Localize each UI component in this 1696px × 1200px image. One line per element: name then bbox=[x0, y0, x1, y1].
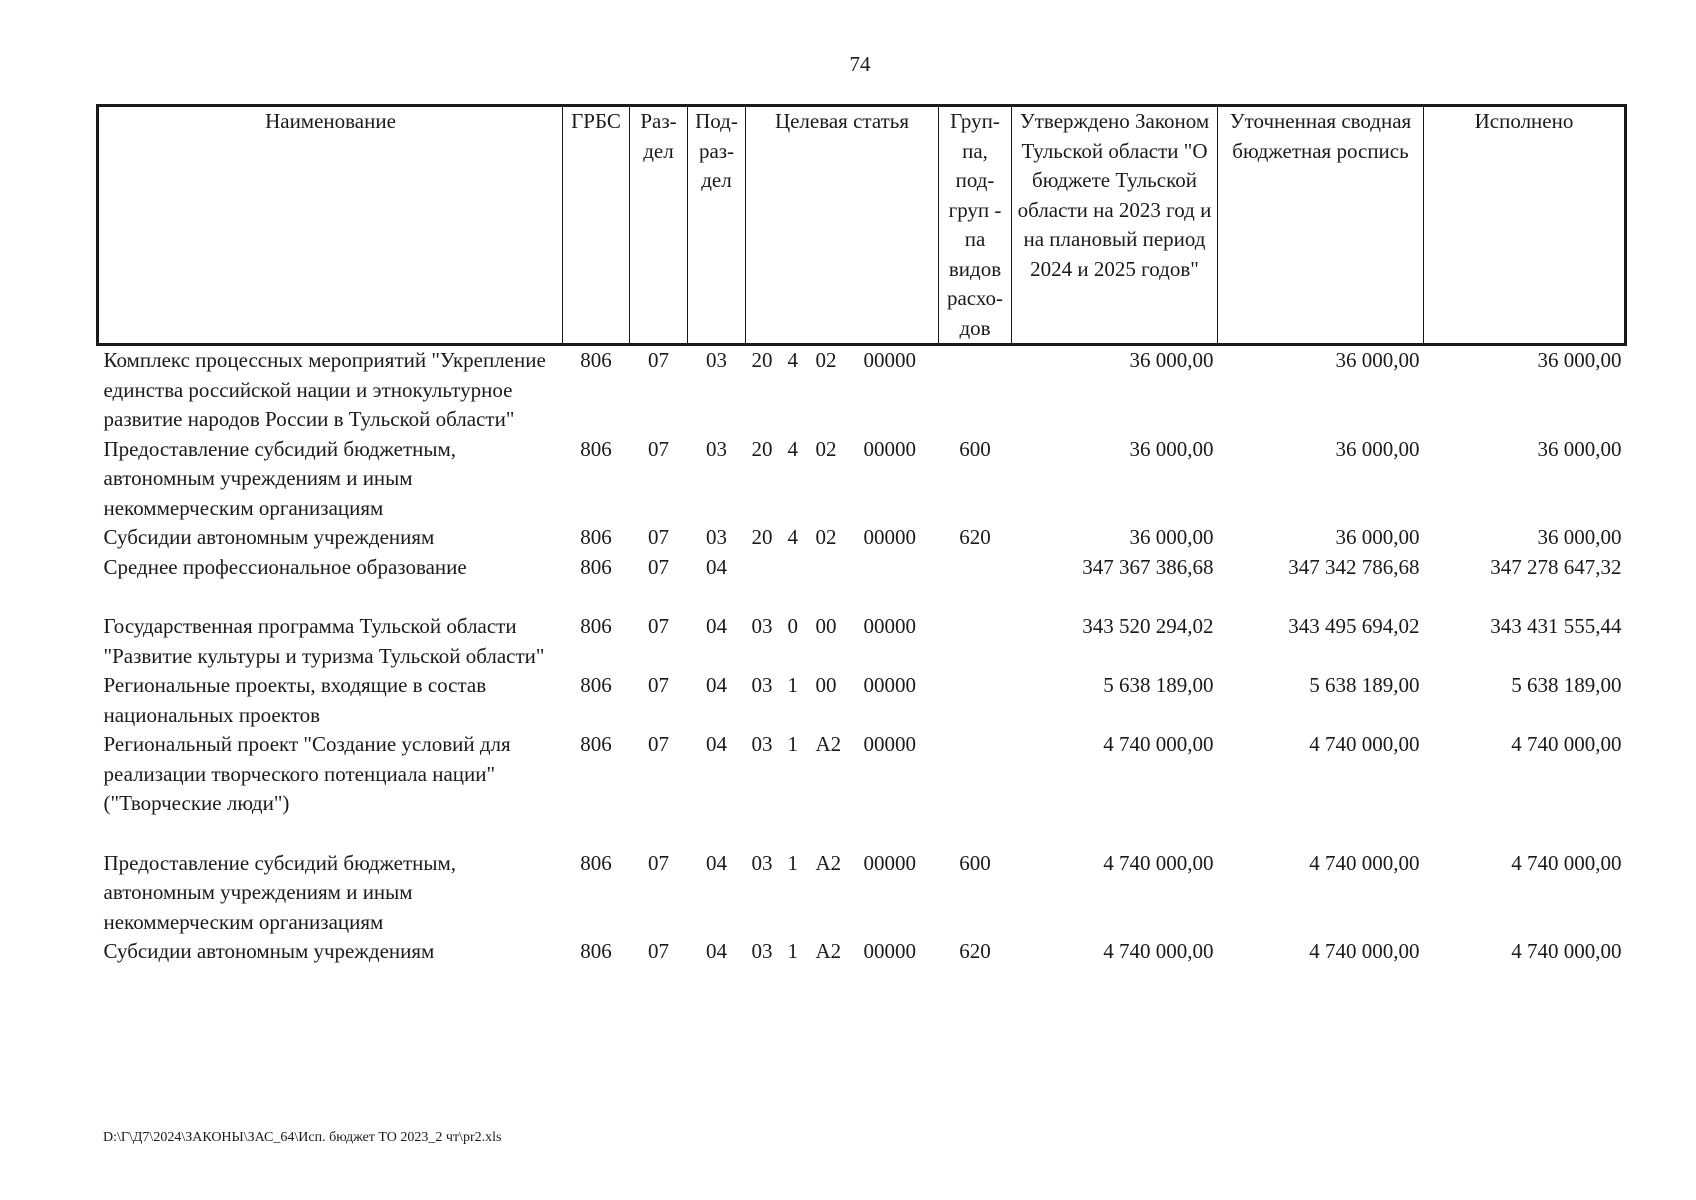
row-utverzhdeno: 4 740 000,00 bbox=[1103, 850, 1214, 875]
ts-type: 1 bbox=[787, 850, 798, 875]
header-tselevaya-statya: Целевая статья bbox=[746, 106, 939, 345]
header-podrazdel: Под-раз-дел bbox=[688, 106, 746, 345]
table-row bbox=[98, 671, 1626, 730]
row-podrazdel: 04 bbox=[706, 614, 727, 638]
row-ispolneno: 36 000,00 bbox=[1537, 525, 1622, 549]
row-utochnennaya: 5 638 189,00 bbox=[1309, 673, 1420, 697]
row-tselevaya-statya bbox=[746, 435, 939, 524]
row-razdel: 07 bbox=[648, 436, 669, 461]
budget-table bbox=[96, 104, 1627, 967]
row-razdel: 07 bbox=[648, 673, 669, 697]
row-grbs: 806 bbox=[580, 939, 612, 963]
row-utochnennaya: 4 740 000,00 bbox=[1309, 732, 1420, 756]
row-ispolneno: 343 431 555,44 bbox=[1490, 614, 1622, 638]
row-ispolneno: 5 638 189,00 bbox=[1511, 673, 1622, 697]
header-grbs: ГРБС bbox=[563, 106, 630, 345]
ts-direction: 00000 bbox=[863, 673, 916, 697]
ts-program: 20 bbox=[751, 525, 773, 549]
row-ispolneno: 4 740 000,00 bbox=[1511, 732, 1622, 756]
table-row bbox=[98, 553, 1626, 613]
header-ispolneno: Исполнено bbox=[1424, 106, 1626, 345]
ts-direction: 00000 bbox=[863, 614, 916, 638]
row-razdel: 07 bbox=[648, 939, 669, 963]
table-row bbox=[98, 730, 1626, 849]
row-utverzhdeno: 36 000,00 bbox=[1129, 348, 1214, 372]
ts-direction: 00000 bbox=[863, 850, 916, 875]
row-vid-raskhodov bbox=[939, 612, 1012, 671]
row-utverzhdeno: 5 638 189,00 bbox=[1103, 673, 1214, 697]
row-razdel: 07 bbox=[648, 554, 669, 579]
header-vid-raskhodov: Груп-па, под-груп - па видов расхо-дов bbox=[939, 106, 1012, 345]
header-utverzhdeno: Утверждено Законом Тульской области "О бюджете Тульской области на 2023 год и на плановый период 2024 и 2025 годов" bbox=[1012, 106, 1218, 345]
ts-element: 02 bbox=[815, 348, 837, 372]
row-vid-raskhodov bbox=[939, 553, 1012, 613]
header-name: Наименование bbox=[98, 106, 563, 345]
header-razdel: Раз-дел bbox=[630, 106, 688, 345]
row-utochnennaya: 343 495 694,02 bbox=[1288, 614, 1420, 638]
row-name: Региональный проект "Создание условий для реализации творческого потенциала нации" ("Творческие люди") bbox=[103, 732, 511, 815]
ts-type: 4 bbox=[787, 348, 798, 372]
row-utochnennaya: 4 740 000,00 bbox=[1309, 939, 1420, 963]
row-name: Субсидии автономным учреждениям bbox=[103, 525, 435, 549]
ts-element: 00 bbox=[815, 614, 837, 638]
row-razdel: 07 bbox=[648, 850, 669, 875]
ts-type: 1 bbox=[787, 732, 798, 756]
table-row bbox=[98, 435, 1626, 524]
row-utverzhdeno: 343 520 294,02 bbox=[1082, 614, 1214, 638]
row-utochnennaya: 36 000,00 bbox=[1335, 436, 1420, 461]
row-podrazdel: 04 bbox=[706, 939, 727, 963]
row-grbs: 806 bbox=[580, 436, 612, 461]
row-grbs: 806 bbox=[580, 850, 612, 875]
row-vid-raskhodov bbox=[939, 730, 1012, 849]
row-vid-raskhodov bbox=[939, 671, 1012, 730]
row-tselevaya-statya bbox=[746, 849, 939, 938]
row-utverzhdeno: 36 000,00 bbox=[1129, 436, 1214, 461]
row-podrazdel: 04 bbox=[706, 850, 727, 875]
row-vid-raskhodov bbox=[939, 345, 1012, 435]
ts-direction: 00000 bbox=[863, 436, 916, 461]
row-podrazdel: 04 bbox=[706, 732, 727, 756]
ts-program: 03 bbox=[751, 850, 773, 875]
row-vid-raskhodov: 600 bbox=[959, 436, 991, 461]
row-vid-raskhodov: 600 bbox=[959, 850, 991, 875]
row-razdel: 07 bbox=[648, 614, 669, 638]
row-utverzhdeno: 347 367 386,68 bbox=[1082, 554, 1214, 579]
row-vid-raskhodov: 620 bbox=[959, 525, 991, 549]
row-utochnennaya: 347 342 786,68 bbox=[1288, 554, 1420, 579]
file-path-footer: D:\Г\Д7\2024\ЗАКОНЫ\ЗАС_64\Исп. бюджет ТО 2023_2 чт\pr2.xls bbox=[103, 1130, 502, 1145]
ts-direction: 00000 bbox=[863, 525, 916, 549]
row-utverzhdeno: 4 740 000,00 bbox=[1103, 939, 1214, 963]
row-utverzhdeno: 4 740 000,00 bbox=[1103, 732, 1214, 756]
table-row bbox=[98, 345, 1626, 435]
row-tselevaya-statya bbox=[746, 730, 939, 849]
table-header bbox=[98, 106, 1626, 345]
row-podrazdel: 03 bbox=[706, 525, 727, 549]
table-row bbox=[98, 849, 1626, 938]
table-body bbox=[98, 345, 1626, 967]
row-ispolneno: 36 000,00 bbox=[1537, 348, 1622, 372]
ts-type: 1 bbox=[787, 939, 798, 963]
page-number: 74 bbox=[849, 52, 871, 76]
row-utochnennaya: 4 740 000,00 bbox=[1309, 850, 1420, 875]
row-podrazdel: 03 bbox=[706, 436, 727, 461]
row-razdel: 07 bbox=[648, 348, 669, 372]
row-grbs: 806 bbox=[580, 525, 612, 549]
ts-element: А2 bbox=[815, 732, 842, 756]
row-tselevaya-statya bbox=[746, 553, 939, 613]
ts-program: 03 bbox=[751, 939, 773, 963]
row-grbs: 806 bbox=[580, 732, 612, 756]
row-vid-raskhodov: 620 bbox=[959, 939, 991, 963]
row-name: Предоставление субсидий бюджетным, автономным учреждениям и иным некоммерческим организациям bbox=[103, 436, 457, 520]
ts-type: 0 bbox=[787, 614, 798, 638]
ts-program: 03 bbox=[751, 673, 773, 697]
row-grbs: 806 bbox=[580, 554, 612, 579]
row-ispolneno: 4 740 000,00 bbox=[1511, 850, 1622, 875]
row-name: Региональные проекты, входящие в состав национальных проектов bbox=[103, 673, 487, 727]
row-tselevaya-statya bbox=[746, 345, 939, 435]
ts-direction: 00000 bbox=[863, 939, 916, 963]
row-name: Среднее профессиональное образование bbox=[103, 554, 467, 579]
ts-program: 20 bbox=[751, 348, 773, 372]
ts-element: А2 bbox=[815, 939, 842, 963]
ts-program: 20 bbox=[751, 436, 773, 461]
row-ispolneno: 36 000,00 bbox=[1537, 436, 1622, 461]
header-utochnennaya: Уточненная сводная бюджетная роспись bbox=[1218, 106, 1424, 345]
ts-element: 02 bbox=[815, 525, 837, 549]
ts-element: 00 bbox=[815, 673, 837, 697]
ts-type: 4 bbox=[787, 525, 798, 549]
ts-direction: 00000 bbox=[863, 348, 916, 372]
row-name: Субсидии автономным учреждениям bbox=[103, 939, 435, 963]
row-grbs: 806 bbox=[580, 673, 612, 697]
ts-program: 03 bbox=[751, 732, 773, 756]
row-podrazdel: 04 bbox=[706, 673, 727, 697]
row-razdel: 07 bbox=[648, 732, 669, 756]
row-ispolneno: 347 278 647,32 bbox=[1490, 554, 1622, 579]
row-utochnennaya: 36 000,00 bbox=[1335, 525, 1420, 549]
table-row bbox=[98, 612, 1626, 671]
row-ispolneno: 4 740 000,00 bbox=[1511, 939, 1622, 963]
ts-type: 4 bbox=[787, 436, 798, 461]
row-tselevaya-statya bbox=[746, 671, 939, 730]
row-tselevaya-statya bbox=[746, 937, 939, 967]
row-grbs: 806 bbox=[580, 348, 612, 372]
row-razdel: 07 bbox=[648, 525, 669, 549]
ts-element: А2 bbox=[815, 850, 842, 875]
row-name: Комплекс процессных мероприятий "Укрепление единства российской нации и этнокультурное развитие народов России в Тульской области" bbox=[103, 348, 546, 431]
row-tselevaya-statya bbox=[746, 612, 939, 671]
row-utverzhdeno: 36 000,00 bbox=[1129, 525, 1214, 549]
row-podrazdel: 03 bbox=[706, 348, 727, 372]
ts-type: 1 bbox=[787, 673, 798, 697]
ts-element: 02 bbox=[815, 436, 837, 461]
row-utochnennaya: 36 000,00 bbox=[1335, 348, 1420, 372]
row-podrazdel: 04 bbox=[706, 554, 727, 579]
row-name: Предоставление субсидий бюджетным, автономным учреждениям и иным некоммерческим организациям bbox=[103, 850, 457, 934]
table-row bbox=[98, 523, 1626, 553]
ts-program: 03 bbox=[751, 614, 773, 638]
row-name: Государственная программа Тульской области "Развитие культуры и туризма Тульской области" bbox=[103, 614, 545, 668]
row-grbs: 806 bbox=[580, 614, 612, 638]
row-tselevaya-statya bbox=[746, 523, 939, 553]
table-row bbox=[98, 937, 1626, 967]
ts-direction: 00000 bbox=[863, 732, 916, 756]
